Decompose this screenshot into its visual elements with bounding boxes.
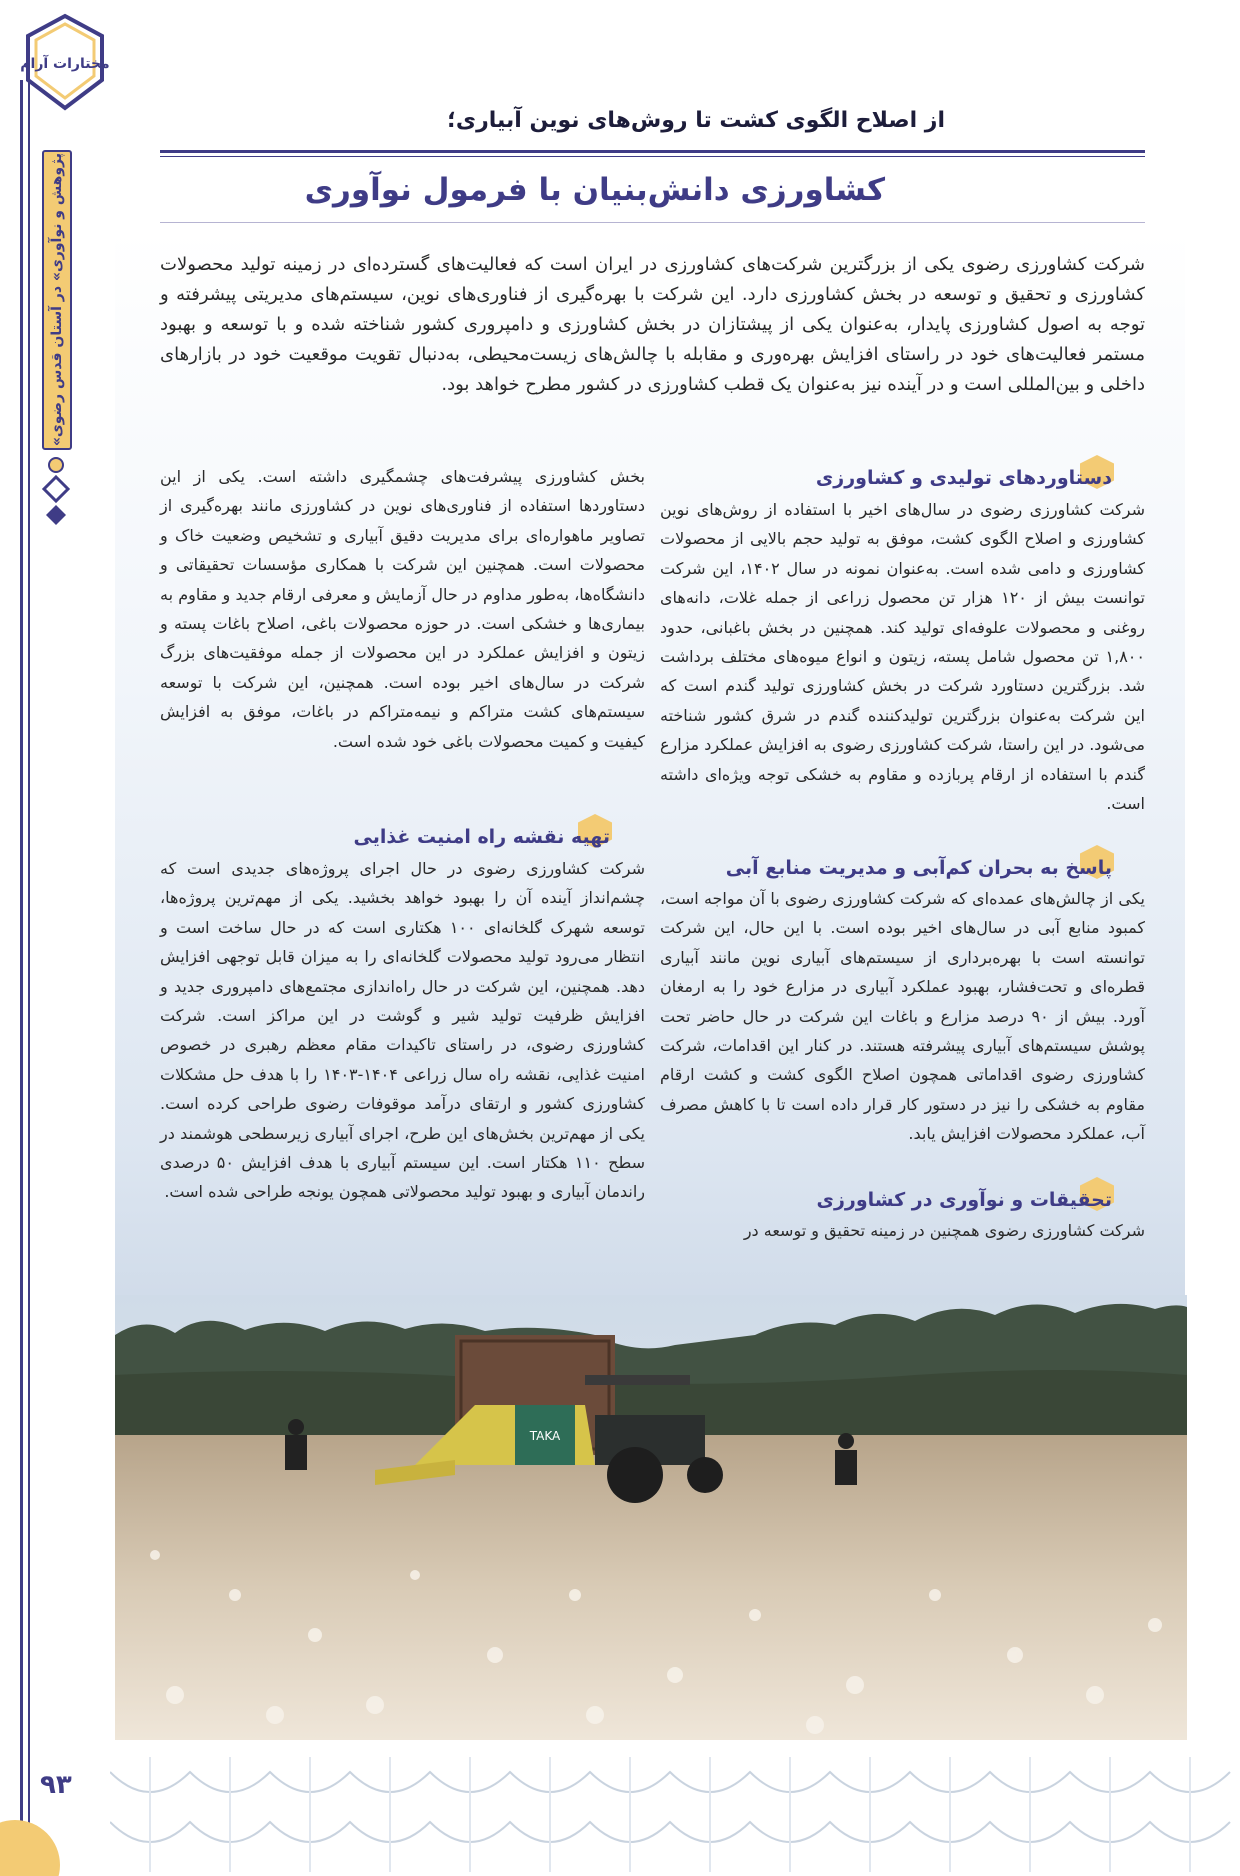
cotton-harvest-photo [115, 1295, 1187, 1740]
magazine-logo [10, 8, 120, 118]
page-number: ۹۳ [40, 1770, 72, 1800]
section-body: شرکت کشاورزی رضوی همچنین در زمینه تحقیق و توسعه در [743, 1221, 1145, 1240]
header-rule [160, 150, 1145, 153]
article-pre-title: از اصلاح الگوی کشت تا روش‌های نوین آبیاری؛ [447, 108, 945, 133]
crate-label: TAKA [529, 1429, 561, 1443]
section-body: شرکت کشاورزی رضوی در سال‌های اخیر با استفاده از روش‌های نوین کشاورزی و اصلاح الگوی کشت، موفق به تولید حجم بالایی از محصولات کشاورزی و دامی شده است. به‌عنوان نمونه در سال ۱۴۰۲، این شرکت توانست بیش از ۱۲۰ هزار تن محصول زراعی از جمله غلات، دانه‌های روغنی و محصولات علوفه‌ای تولید کند. همچنین در بخش باغبانی، حدود ۱,۸۰۰ تن محصول شامل پسته، زیتون و انواع میوه‌های مختلف برداشت شد. بزرگترین دستاورد شرکت در بخش کشاورزی تولید گندم است که این شرکت به‌عنوان بزرگترین تولیدکننده گندم در شرق کشور شناخته می‌شود. در این راستا، شرکت کشاورزی رضوی به افزایش عملکرد مزارع گندم با استفاده از ارقام پربازده و مقاوم به خشکی توجه ویژه‌ای داشته است. [660, 500, 1146, 814]
left-rail [0, 0, 90, 1876]
article-title: کشاورزی دانش‌بنیان با فرمول نوآوری [304, 172, 885, 208]
header-rule [160, 156, 1145, 157]
section-heading: دستاوردهای تولیدی و کشاورزی [815, 467, 1112, 489]
section-body: شرکت کشاورزی رضوی در حال اجرای پروژه‌های جدیدی است که چشم‌انداز آینده آن را بهبود خواهد بخشید. یکی از مهم‌ترین پروژه‌ها، توسعه شهرک گلخانه‌ای ۱۰۰ هکتاری است که در حال ساخت است و انتظار می‌رود تولید محصولات گلخانه‌ای را به میزان قابل توجهی افزایش دهد. همچنین، این شرکت در حال راه‌اندازی مجتمع‌های دامپروری جدید و افزایش ظرفیت تولید شیر و گوشت در این مراکز است. شرکت کشاورزی رضوی، در راستای تاکیدات مقام معظم رهبری در خصوص امنیت غذایی، نقشه راه سال زراعی ۱۴۰۴-۱۴۰۳ را با هدف حل مشکلات کشاورزی کشور و ارتقای درآمد موقوفات رضوی طراحی کرده است. یکی از مهم‌ترین بخش‌های این طرح، اجرای آبیاری زیرسطحی هوشمند در سطح ۱۱۰ هکتار است. این سیستم آبیاری با هدف افزایش ۵۰ درصدی راندمان آبیاری و بهبود تولید محصولاتی همچون یونجه طراحی شده است. [160, 859, 645, 1202]
footer-pattern [110, 1752, 1240, 1876]
section-heading: تحقیقات و نوآوری در کشاورزی [816, 1189, 1112, 1211]
rail-ornament-icon [36, 455, 76, 535]
section-heading: پاسخ به بحران کم‌آبی و مدیریت منابع آبی [725, 857, 1112, 879]
rail-line [28, 80, 30, 1840]
section-heading: تهیه نقشه راه امنیت غذایی [353, 826, 610, 848]
logo-text: مختارات آرام [20, 56, 110, 72]
section-body: یکی از چالش‌های عمده‌ای که شرکت کشاورزی رضوی با آن مواجه است، کمبود منابع آبی در سال‌های اخیر بوده است. با این حال، این شرکت توانسته است با بهره‌برداری از سیستم‌های آبیاری نوین مانند آبیاری قطره‌ای و تحت‌فشار، بهبود عملکرد آبیاری در مزارع خود را به ارمغان آورد. بیش از ۹۰ درصد مزارع و باغات این شرکت در حال حاضر تحت پوشش سیستم‌های آبیاری پیشرفته هستند. در کنار این اقدامات، شرکت کشاورزی رضوی اقداماتی همچون اصلاح الگوی کشت و کشت ارقام مقاوم به خشکی را نیز در دستور کار قرار داده است تا با کاهش مصرف آب، عملکرد محصولات افزایش یابد. [660, 889, 1145, 1144]
title-rule [160, 222, 1145, 223]
left-column-text: بخش کشاورزی پیشرفت‌های چشمگیری داشته است. یکی از این دستاوردها استفاده از فناوری‌های نوین در کشاورزی مانند بهره‌گیری از تصاویر ماهواره‌ای برای مدیریت دقیق آبیاری و تشخیص وضعیت خاک و محصولات است. همچنین این شرکت با همکاری مؤسسات تحقیقاتی و دانشگاه‌ها، به‌طور مداوم در حال آزمایش و معرفی ارقام جدید و مقاوم به بیماری‌ها و خشکی است. در حوزه محصولات باغی، اصلاح باغات پسته و زیتون و افزایش عملکرد در این محصولات از جمله موفقیت‌های بزرگ شرکت در سال‌های اخیر بوده است. همچنین، این شرکت با توسعه سیستم‌های کشت متراکم و نیمه‌متراکم در باغات، موفق به افزایش کیفیت و کمیت محصولات باغی خود شده است. [160, 467, 645, 751]
article-intro: شرکت کشاورزی رضوی یکی از بزرگترین شرکت‌های کشاورزی در ایران است که فعالیت‌های گسترده‌ای در زمینه تولید محصولات کشاورزی و تحقیق و توسعه در بخش کشاورزی دارد. این شرکت با بهره‌گیری از فناوری‌های نوین، سیستم‌های مدیریتی پیشرفته و توجه به اصول کشاورزی پایدار، به‌عنوان یکی از پیشتازان در بخش کشاورزی و دامپروری کشور شناخته شده و با توسعه و بهبود مستمر فعالیت‌های خود در راستای افزایش بهره‌وری و مقابله با چالش‌های زیست‌محیطی، به‌دنبال تقویت موقعیت خود در بازارهای داخلی و بین‌المللی است و در آینده نیز به‌عنوان یک قطب کشاورزی در کشور مطرح خواهد بود. [160, 254, 1145, 395]
rail-line [20, 80, 23, 1840]
series-label-bar [42, 150, 72, 450]
series-label: «پژوهش و نوآوری» در آستان قدس رضوی [49, 153, 65, 447]
corner-ornament [0, 1820, 60, 1876]
